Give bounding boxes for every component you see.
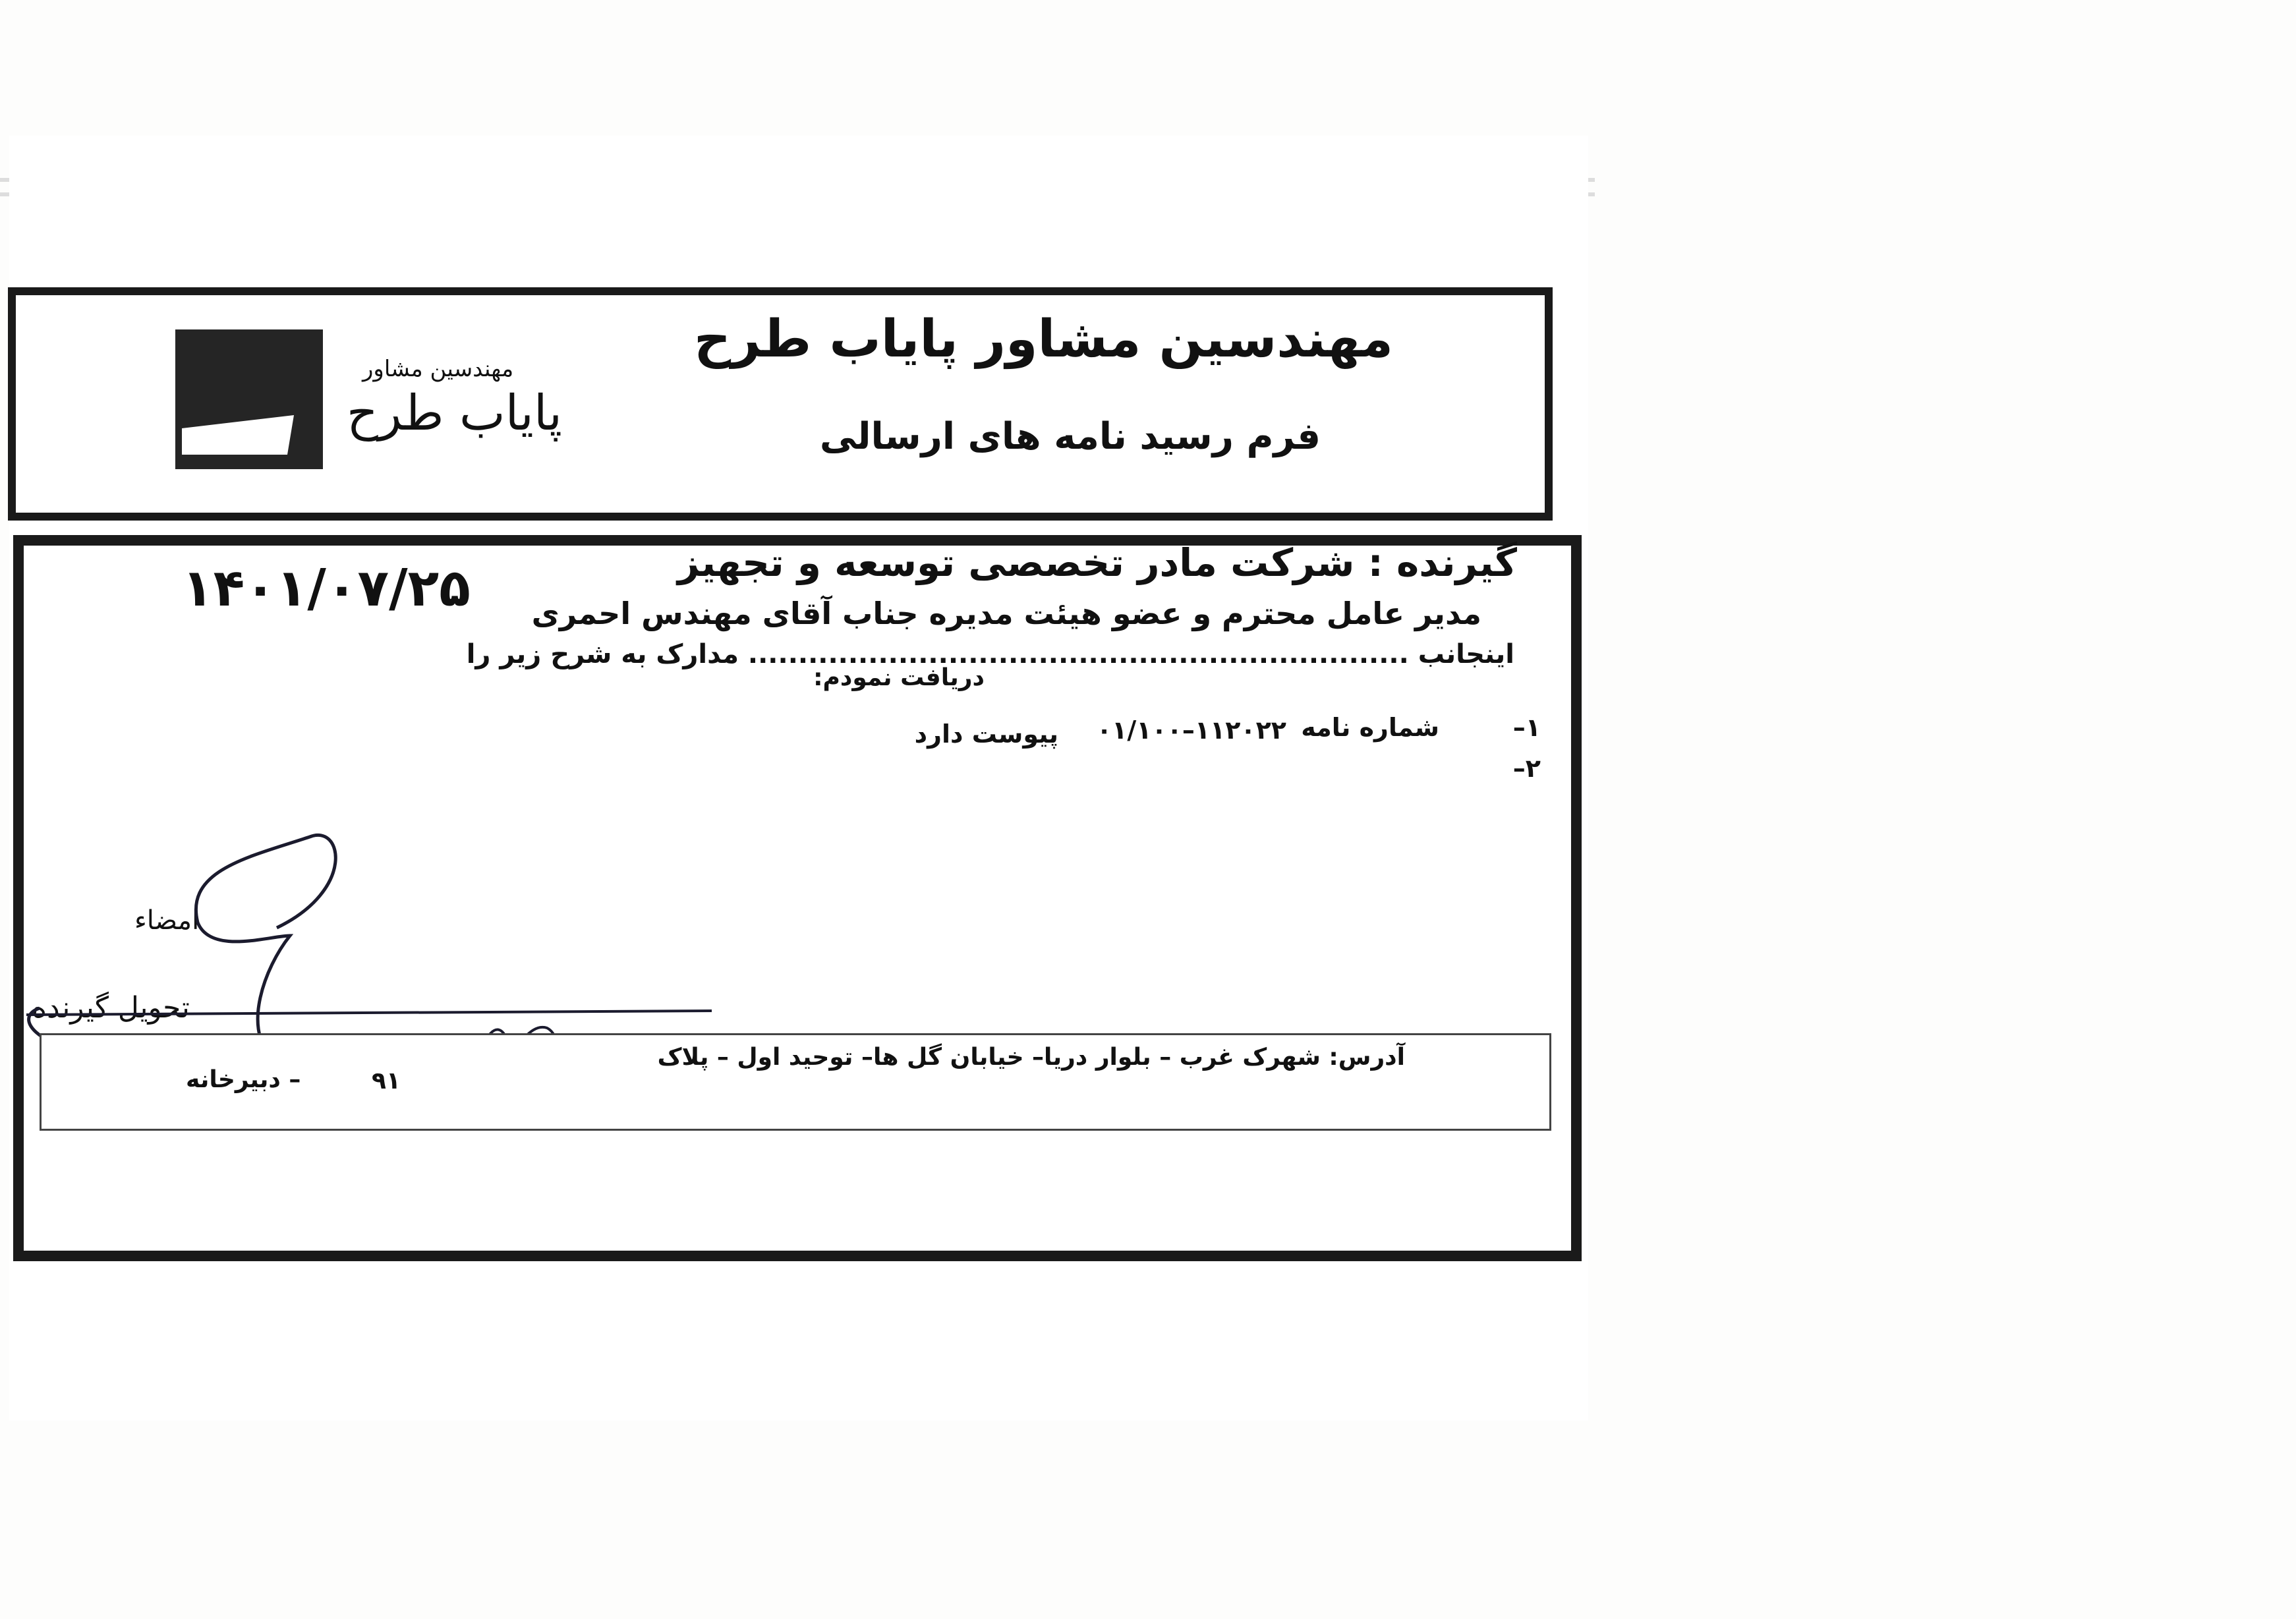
- form-title: فرم رسید نامه های ارسالی: [819, 415, 1321, 458]
- item-label: شماره نامه: [1301, 713, 1439, 742]
- letter-date: ۱۴۰۱/۰۷/۲۵: [182, 559, 471, 618]
- receipt-statement: اینجانب .................................................................. مدارک به شرح زیر را: [466, 639, 1514, 669]
- address-text: آدرس: شهرک غرب – بلوار دریا– خیابان گل ها– توحید اول – پلاک: [657, 1044, 1405, 1071]
- logo-text-big: پایاب طرح: [347, 385, 562, 441]
- signature-label: امضاء: [134, 905, 200, 936]
- handwritten-signature: [0, 0, 791, 1120]
- address-tail: – دبیرخانه: [186, 1066, 301, 1093]
- item-value: ۱۱۲۰۲۲–۰۱/۱۰۰: [1096, 716, 1286, 745]
- receiver-label: تحویل گیرنده: [32, 991, 190, 1025]
- item-number: ۲–: [1512, 754, 1541, 783]
- recipient-title: مدیر عامل محترم و عضو هیئت مدیره جناب آقای مهندس احمری: [531, 596, 1481, 631]
- logo-text-small: مهندسین مشاور: [362, 356, 514, 382]
- company-name: مهندسین مشاور پایاب طرح: [694, 310, 1393, 369]
- item-note: پیوست دارد: [914, 720, 1058, 749]
- recipient-line: گیرنده : شرکت مادر تخصصی توسعه و تجهیز: [677, 540, 1517, 585]
- item-number: ۱–: [1512, 713, 1541, 742]
- receipt-statement-end: دریافت نمودم:: [813, 664, 985, 691]
- address-plate: ۹۱: [372, 1067, 401, 1094]
